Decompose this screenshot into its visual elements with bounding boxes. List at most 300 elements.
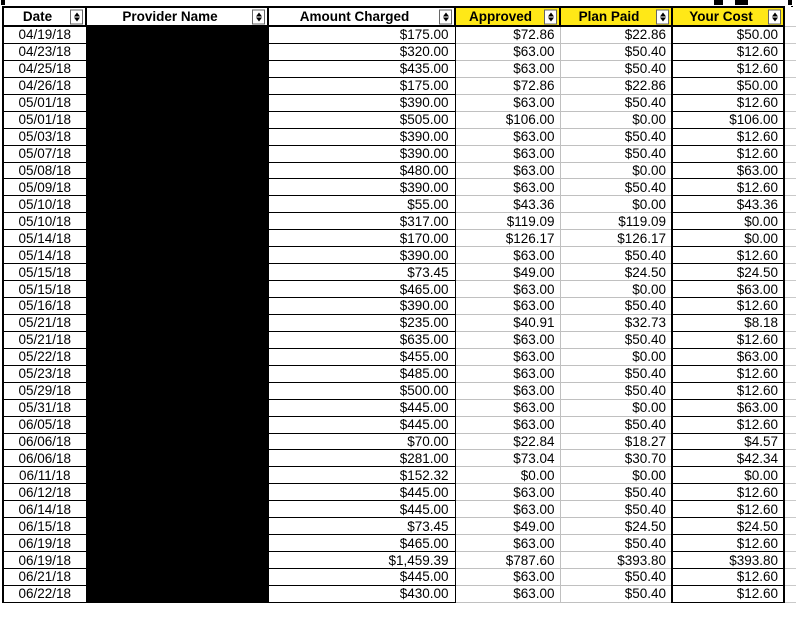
cell-approved[interactable]: $63.00 bbox=[455, 43, 560, 60]
cell-gutter bbox=[784, 585, 796, 602]
cell-plan-paid[interactable]: $50.40 bbox=[560, 331, 672, 348]
table-row bbox=[3, 43, 796, 60]
cell-your-cost[interactable]: $12.60 bbox=[672, 247, 784, 264]
sort-button[interactable] bbox=[70, 9, 83, 24]
cell-approved[interactable]: $72.86 bbox=[455, 77, 560, 94]
cell-date[interactable]: 05/15/18 bbox=[3, 264, 86, 281]
cell-provider-name-redacted[interactable] bbox=[86, 94, 268, 111]
cell-date[interactable]: 05/21/18 bbox=[3, 331, 86, 348]
cell-date[interactable]: 05/08/18 bbox=[3, 162, 86, 179]
cell-amount-charged[interactable]: $55.00 bbox=[268, 196, 455, 213]
cell-plan-paid[interactable]: $50.40 bbox=[560, 94, 672, 111]
sort-down-icon bbox=[772, 17, 778, 21]
cell-your-cost[interactable]: $12.60 bbox=[672, 60, 784, 77]
cell-date[interactable]: 05/14/18 bbox=[3, 247, 86, 264]
cell-provider-name-redacted[interactable] bbox=[86, 230, 268, 247]
table-row bbox=[3, 145, 796, 162]
claims-table bbox=[2, 6, 796, 603]
table-row bbox=[3, 77, 796, 94]
table-row bbox=[3, 196, 796, 213]
cell-approved[interactable]: $63.00 bbox=[455, 365, 560, 382]
cell-approved[interactable]: $119.09 bbox=[455, 213, 560, 230]
cell-approved[interactable]: $63.00 bbox=[455, 179, 560, 196]
cell-amount-charged[interactable]: $152.32 bbox=[268, 467, 455, 484]
cell-your-cost[interactable]: $106.00 bbox=[672, 111, 784, 128]
cell-provider-name-redacted[interactable] bbox=[86, 535, 268, 552]
table-row bbox=[3, 535, 796, 552]
column-header-label: Plan Paid bbox=[578, 9, 640, 24]
sort-down-icon bbox=[443, 17, 449, 21]
cell-provider-name-redacted[interactable] bbox=[86, 585, 268, 602]
cell-gutter bbox=[784, 518, 796, 535]
cell-approved[interactable]: $40.91 bbox=[455, 314, 560, 331]
cell-your-cost[interactable]: $50.00 bbox=[672, 77, 784, 94]
sort-up-icon bbox=[443, 12, 449, 16]
cell-your-cost[interactable]: $63.00 bbox=[672, 399, 784, 416]
cell-date[interactable]: 04/23/18 bbox=[3, 43, 86, 60]
table-row bbox=[3, 399, 796, 416]
table-row bbox=[3, 26, 796, 43]
cell-approved[interactable]: $49.00 bbox=[455, 264, 560, 281]
cell-gutter bbox=[784, 264, 796, 281]
cell-provider-name-redacted[interactable] bbox=[86, 179, 268, 196]
sort-up-icon bbox=[74, 12, 80, 16]
cell-plan-paid[interactable]: $50.40 bbox=[560, 382, 672, 399]
cell-plan-paid[interactable]: $50.40 bbox=[560, 535, 672, 552]
cell-plan-paid[interactable]: $24.50 bbox=[560, 264, 672, 281]
cell-amount-charged[interactable]: $635.00 bbox=[268, 331, 455, 348]
cell-amount-charged[interactable]: $170.00 bbox=[268, 230, 455, 247]
column-header-label: Approved bbox=[468, 9, 532, 24]
cell-plan-paid[interactable]: $32.73 bbox=[560, 314, 672, 331]
cell-plan-paid[interactable]: $50.40 bbox=[560, 585, 672, 602]
cell-date[interactable]: 05/15/18 bbox=[3, 281, 86, 298]
cell-provider-name-redacted[interactable] bbox=[86, 433, 268, 450]
cell-your-cost[interactable]: $24.50 bbox=[672, 264, 784, 281]
column-header-label: Provider Name bbox=[122, 9, 218, 24]
table-row bbox=[3, 247, 796, 264]
cell-approved[interactable]: $72.86 bbox=[455, 26, 560, 43]
cell-plan-paid[interactable]: $0.00 bbox=[560, 348, 672, 365]
cell-date[interactable]: 06/21/18 bbox=[3, 569, 86, 586]
cell-your-cost[interactable]: $43.36 bbox=[672, 196, 784, 213]
cell-your-cost[interactable]: $24.50 bbox=[672, 518, 784, 535]
cell-provider-name-redacted[interactable] bbox=[86, 281, 268, 298]
cell-amount-charged[interactable]: $175.00 bbox=[268, 26, 455, 43]
gridline-remnant bbox=[788, 0, 792, 5]
cell-provider-name-redacted[interactable] bbox=[86, 467, 268, 484]
cell-date[interactable]: 06/06/18 bbox=[3, 433, 86, 450]
cell-amount-charged[interactable]: $1,459.39 bbox=[268, 552, 455, 569]
table-row bbox=[3, 348, 796, 365]
cell-your-cost[interactable]: $63.00 bbox=[672, 281, 784, 298]
cell-approved[interactable]: $63.00 bbox=[455, 331, 560, 348]
cell-provider-name-redacted[interactable] bbox=[86, 416, 268, 433]
cell-provider-name-redacted[interactable] bbox=[86, 382, 268, 399]
cell-plan-paid[interactable]: $0.00 bbox=[560, 399, 672, 416]
gridline-remnant bbox=[735, 0, 748, 5]
table-row bbox=[3, 162, 796, 179]
cell-gutter bbox=[784, 196, 796, 213]
cell-your-cost[interactable]: $12.60 bbox=[672, 382, 784, 399]
table-row bbox=[3, 501, 796, 518]
cell-date[interactable]: 05/21/18 bbox=[3, 314, 86, 331]
cell-your-cost[interactable]: $0.00 bbox=[672, 467, 784, 484]
cell-approved[interactable]: $63.00 bbox=[455, 162, 560, 179]
cell-gutter bbox=[784, 94, 796, 111]
cell-approved[interactable]: $63.00 bbox=[455, 501, 560, 518]
column-header-label: Date bbox=[22, 9, 53, 24]
cell-plan-paid[interactable]: $50.40 bbox=[560, 569, 672, 586]
sort-button[interactable] bbox=[544, 9, 557, 24]
cell-gutter bbox=[784, 230, 796, 247]
cell-plan-paid[interactable]: $50.40 bbox=[560, 247, 672, 264]
table-row bbox=[3, 111, 796, 128]
cell-amount-charged[interactable]: $73.45 bbox=[268, 518, 455, 535]
cell-plan-paid[interactable]: $50.40 bbox=[560, 501, 672, 518]
table-row bbox=[3, 569, 796, 586]
table-row bbox=[3, 365, 796, 382]
sort-down-icon bbox=[74, 17, 80, 21]
sort-up-icon bbox=[660, 12, 666, 16]
cell-date[interactable]: 05/16/18 bbox=[3, 298, 86, 315]
cell-your-cost[interactable]: $12.60 bbox=[672, 145, 784, 162]
cell-approved[interactable]: $63.00 bbox=[455, 416, 560, 433]
cell-date[interactable]: 05/29/18 bbox=[3, 382, 86, 399]
column-header-label: Your Cost bbox=[689, 9, 753, 24]
clipped-row-above bbox=[0, 0, 796, 6]
column-header-your-cost[interactable] bbox=[672, 7, 784, 26]
cell-approved[interactable]: $73.04 bbox=[455, 450, 560, 467]
cell-date[interactable]: 06/06/18 bbox=[3, 450, 86, 467]
cell-plan-paid[interactable]: $50.40 bbox=[560, 298, 672, 315]
cell-approved[interactable]: $63.00 bbox=[455, 94, 560, 111]
cell-date[interactable]: 06/19/18 bbox=[3, 552, 86, 569]
cell-plan-paid[interactable]: $50.40 bbox=[560, 365, 672, 382]
cell-amount-charged[interactable]: $485.00 bbox=[268, 365, 455, 382]
cell-provider-name-redacted[interactable] bbox=[86, 111, 268, 128]
cell-approved[interactable]: $63.00 bbox=[455, 399, 560, 416]
table-row bbox=[3, 213, 796, 230]
sort-up-icon bbox=[772, 12, 778, 16]
cell-amount-charged[interactable]: $445.00 bbox=[268, 399, 455, 416]
cell-provider-name-redacted[interactable] bbox=[86, 552, 268, 569]
cell-your-cost[interactable]: $12.60 bbox=[672, 179, 784, 196]
cell-your-cost[interactable]: $63.00 bbox=[672, 348, 784, 365]
table-row bbox=[3, 585, 796, 602]
cell-your-cost[interactable]: $12.60 bbox=[672, 484, 784, 501]
cell-provider-name-redacted[interactable] bbox=[86, 518, 268, 535]
cell-your-cost[interactable]: $63.00 bbox=[672, 162, 784, 179]
cell-amount-charged[interactable]: $390.00 bbox=[268, 179, 455, 196]
cell-plan-paid[interactable]: $0.00 bbox=[560, 196, 672, 213]
cell-your-cost[interactable]: $50.00 bbox=[672, 26, 784, 43]
cell-provider-name-redacted[interactable] bbox=[86, 450, 268, 467]
cell-date[interactable]: 04/26/18 bbox=[3, 77, 86, 94]
cell-approved[interactable]: $63.00 bbox=[455, 145, 560, 162]
cell-plan-paid[interactable]: $22.86 bbox=[560, 77, 672, 94]
cell-plan-paid[interactable]: $0.00 bbox=[560, 162, 672, 179]
cell-amount-charged[interactable]: $480.00 bbox=[268, 162, 455, 179]
cell-provider-name-redacted[interactable] bbox=[86, 264, 268, 281]
cell-plan-paid[interactable]: $22.86 bbox=[560, 26, 672, 43]
table-row bbox=[3, 382, 796, 399]
table-row bbox=[3, 314, 796, 331]
cell-plan-paid[interactable]: $50.40 bbox=[560, 484, 672, 501]
cell-provider-name-redacted[interactable] bbox=[86, 43, 268, 60]
cell-date[interactable]: 06/14/18 bbox=[3, 501, 86, 518]
cell-approved[interactable]: $63.00 bbox=[455, 128, 560, 145]
cell-gutter bbox=[784, 247, 796, 264]
cell-amount-charged[interactable]: $445.00 bbox=[268, 569, 455, 586]
cell-your-cost[interactable]: $8.18 bbox=[672, 314, 784, 331]
cell-your-cost[interactable]: $0.00 bbox=[672, 230, 784, 247]
cell-gutter bbox=[784, 298, 796, 315]
cell-gutter bbox=[784, 552, 796, 569]
cell-your-cost[interactable]: $12.60 bbox=[672, 501, 784, 518]
cell-provider-name-redacted[interactable] bbox=[86, 399, 268, 416]
cell-provider-name-redacted[interactable] bbox=[86, 247, 268, 264]
cell-your-cost[interactable]: $4.57 bbox=[672, 433, 784, 450]
table-row bbox=[3, 467, 796, 484]
cell-amount-charged[interactable]: $281.00 bbox=[268, 450, 455, 467]
cell-provider-name-redacted[interactable] bbox=[86, 569, 268, 586]
cell-gutter bbox=[784, 467, 796, 484]
cell-provider-name-redacted[interactable] bbox=[86, 60, 268, 77]
cell-approved[interactable]: $63.00 bbox=[455, 382, 560, 399]
cell-provider-name-redacted[interactable] bbox=[86, 26, 268, 43]
cell-approved[interactable]: $126.17 bbox=[455, 230, 560, 247]
cell-amount-charged[interactable]: $445.00 bbox=[268, 501, 455, 518]
cell-plan-paid[interactable]: $24.50 bbox=[560, 518, 672, 535]
table-row bbox=[3, 450, 796, 467]
cell-date[interactable]: 05/23/18 bbox=[3, 365, 86, 382]
cell-your-cost[interactable]: $12.60 bbox=[672, 128, 784, 145]
cell-provider-name-redacted[interactable] bbox=[86, 348, 268, 365]
cell-gutter bbox=[784, 26, 796, 43]
sort-button[interactable] bbox=[252, 9, 265, 24]
cell-approved[interactable]: $49.00 bbox=[455, 518, 560, 535]
table-row bbox=[3, 518, 796, 535]
cell-approved[interactable]: $787.60 bbox=[455, 552, 560, 569]
cell-date[interactable]: 05/22/18 bbox=[3, 348, 86, 365]
cell-approved[interactable]: $22.84 bbox=[455, 433, 560, 450]
cell-date[interactable]: 05/01/18 bbox=[3, 111, 86, 128]
cell-amount-charged[interactable]: $320.00 bbox=[268, 43, 455, 60]
cell-plan-paid[interactable]: $0.00 bbox=[560, 111, 672, 128]
cell-provider-name-redacted[interactable] bbox=[86, 128, 268, 145]
cell-gutter bbox=[784, 399, 796, 416]
cell-amount-charged[interactable]: $235.00 bbox=[268, 314, 455, 331]
cell-provider-name-redacted[interactable] bbox=[86, 365, 268, 382]
cell-provider-name-redacted[interactable] bbox=[86, 162, 268, 179]
column-header-plan-paid[interactable] bbox=[560, 7, 672, 26]
cell-your-cost[interactable]: $12.60 bbox=[672, 43, 784, 60]
column-header-label: Amount Charged bbox=[299, 9, 410, 24]
cell-gutter bbox=[784, 43, 796, 60]
cell-amount-charged[interactable]: $505.00 bbox=[268, 111, 455, 128]
cell-date[interactable]: 05/07/18 bbox=[3, 145, 86, 162]
column-header-approved[interactable] bbox=[455, 7, 560, 26]
cell-your-cost[interactable]: $42.34 bbox=[672, 450, 784, 467]
cell-plan-paid[interactable]: $0.00 bbox=[560, 281, 672, 298]
sort-down-icon bbox=[660, 17, 666, 21]
gridline-remnant bbox=[714, 0, 723, 5]
cell-plan-paid[interactable]: $50.40 bbox=[560, 128, 672, 145]
cell-gutter bbox=[784, 501, 796, 518]
cell-gutter bbox=[784, 162, 796, 179]
cell-gutter bbox=[784, 331, 796, 348]
cell-approved[interactable]: $63.00 bbox=[455, 348, 560, 365]
cell-your-cost[interactable]: $12.60 bbox=[672, 535, 784, 552]
cell-gutter bbox=[784, 365, 796, 382]
cell-plan-paid[interactable]: $18.27 bbox=[560, 433, 672, 450]
cell-provider-name-redacted[interactable] bbox=[86, 298, 268, 315]
cell-approved[interactable]: $63.00 bbox=[455, 535, 560, 552]
cell-amount-charged[interactable]: $500.00 bbox=[268, 382, 455, 399]
cell-gutter bbox=[784, 348, 796, 365]
cell-gutter bbox=[784, 77, 796, 94]
cell-gutter bbox=[784, 179, 796, 196]
table-row bbox=[3, 298, 796, 315]
cell-amount-charged[interactable]: $465.00 bbox=[268, 281, 455, 298]
cell-amount-charged[interactable]: $390.00 bbox=[268, 128, 455, 145]
cell-plan-paid[interactable]: $50.40 bbox=[560, 179, 672, 196]
cell-date[interactable]: 06/05/18 bbox=[3, 416, 86, 433]
cell-approved[interactable]: $63.00 bbox=[455, 247, 560, 264]
cell-provider-name-redacted[interactable] bbox=[86, 145, 268, 162]
cell-approved[interactable]: $0.00 bbox=[455, 467, 560, 484]
cell-amount-charged[interactable]: $73.45 bbox=[268, 264, 455, 281]
cell-plan-paid[interactable]: $0.00 bbox=[560, 467, 672, 484]
cell-date[interactable]: 06/19/18 bbox=[3, 535, 86, 552]
cell-amount-charged[interactable]: $465.00 bbox=[268, 535, 455, 552]
cell-gutter bbox=[784, 128, 796, 145]
cell-plan-paid[interactable]: $50.40 bbox=[560, 416, 672, 433]
cell-provider-name-redacted[interactable] bbox=[86, 314, 268, 331]
sort-down-icon bbox=[548, 17, 554, 21]
cell-gutter bbox=[784, 484, 796, 501]
sort-up-icon bbox=[548, 12, 554, 16]
cell-gutter bbox=[784, 60, 796, 77]
table-row bbox=[3, 281, 796, 298]
table-row bbox=[3, 331, 796, 348]
cell-your-cost[interactable]: $12.60 bbox=[672, 365, 784, 382]
cell-your-cost[interactable]: $393.80 bbox=[672, 552, 784, 569]
cell-gutter bbox=[784, 569, 796, 586]
cell-date[interactable]: 05/09/18 bbox=[3, 179, 86, 196]
cell-plan-paid[interactable]: $126.17 bbox=[560, 230, 672, 247]
cell-amount-charged[interactable]: $430.00 bbox=[268, 585, 455, 602]
cell-gutter bbox=[784, 281, 796, 298]
sort-button[interactable] bbox=[768, 9, 781, 24]
cell-amount-charged[interactable]: $390.00 bbox=[268, 298, 455, 315]
cell-amount-charged[interactable]: $390.00 bbox=[268, 145, 455, 162]
table-row bbox=[3, 484, 796, 501]
cell-amount-charged[interactable]: $390.00 bbox=[268, 247, 455, 264]
cell-date[interactable]: 05/01/18 bbox=[3, 94, 86, 111]
table-row bbox=[3, 179, 796, 196]
cell-plan-paid[interactable]: $50.40 bbox=[560, 145, 672, 162]
cell-amount-charged[interactable]: $445.00 bbox=[268, 416, 455, 433]
cell-provider-name-redacted[interactable] bbox=[86, 213, 268, 230]
cell-date[interactable]: 05/14/18 bbox=[3, 230, 86, 247]
cell-gutter bbox=[784, 450, 796, 467]
cell-approved[interactable]: $63.00 bbox=[455, 60, 560, 77]
cell-date[interactable]: 04/19/18 bbox=[3, 26, 86, 43]
cell-approved[interactable]: $63.00 bbox=[455, 281, 560, 298]
cell-plan-paid[interactable]: $50.40 bbox=[560, 60, 672, 77]
cell-provider-name-redacted[interactable] bbox=[86, 331, 268, 348]
cell-gutter bbox=[784, 382, 796, 399]
sort-down-icon bbox=[256, 17, 262, 21]
cell-date[interactable]: 06/22/18 bbox=[3, 585, 86, 602]
cell-gutter bbox=[784, 111, 796, 128]
cell-gutter bbox=[784, 145, 796, 162]
cell-provider-name-redacted[interactable] bbox=[86, 501, 268, 518]
cell-amount-charged[interactable]: $317.00 bbox=[268, 213, 455, 230]
cell-plan-paid[interactable]: $30.70 bbox=[560, 450, 672, 467]
column-header-date[interactable] bbox=[3, 7, 86, 26]
cell-your-cost[interactable]: $0.00 bbox=[672, 213, 784, 230]
cell-amount-charged[interactable]: $455.00 bbox=[268, 348, 455, 365]
column-header-provider-name[interactable] bbox=[86, 7, 268, 26]
sort-button[interactable] bbox=[439, 9, 452, 24]
cell-date[interactable]: 06/11/18 bbox=[3, 467, 86, 484]
cell-gutter bbox=[784, 535, 796, 552]
table-row bbox=[3, 60, 796, 77]
cell-amount-charged[interactable]: $445.00 bbox=[268, 484, 455, 501]
cell-your-cost[interactable]: $12.60 bbox=[672, 569, 784, 586]
cell-amount-charged[interactable]: $435.00 bbox=[268, 60, 455, 77]
cell-approved[interactable]: $63.00 bbox=[455, 298, 560, 315]
cell-approved[interactable]: $63.00 bbox=[455, 484, 560, 501]
cell-your-cost[interactable]: $12.60 bbox=[672, 416, 784, 433]
table-row bbox=[3, 416, 796, 433]
table-row bbox=[3, 128, 796, 145]
cell-plan-paid[interactable]: $119.09 bbox=[560, 213, 672, 230]
column-header-amount-charged[interactable] bbox=[268, 7, 455, 26]
cell-provider-name-redacted[interactable] bbox=[86, 77, 268, 94]
cell-provider-name-redacted[interactable] bbox=[86, 196, 268, 213]
cell-approved[interactable]: $43.36 bbox=[455, 196, 560, 213]
cell-provider-name-redacted[interactable] bbox=[86, 484, 268, 501]
cell-approved[interactable]: $63.00 bbox=[455, 569, 560, 586]
cell-your-cost[interactable]: $12.60 bbox=[672, 94, 784, 111]
cell-date[interactable]: 06/12/18 bbox=[3, 484, 86, 501]
cell-your-cost[interactable]: $12.60 bbox=[672, 298, 784, 315]
cell-approved[interactable]: $106.00 bbox=[455, 111, 560, 128]
cell-date[interactable]: 06/15/18 bbox=[3, 518, 86, 535]
cell-your-cost[interactable]: $12.60 bbox=[672, 585, 784, 602]
cell-approved[interactable]: $63.00 bbox=[455, 585, 560, 602]
header-gutter bbox=[784, 7, 796, 26]
cell-date[interactable]: 05/10/18 bbox=[3, 213, 86, 230]
cell-date[interactable]: 04/25/18 bbox=[3, 60, 86, 77]
cell-date[interactable]: 05/31/18 bbox=[3, 399, 86, 416]
gridline-remnant bbox=[1, 0, 5, 5]
cell-date[interactable]: 05/03/18 bbox=[3, 128, 86, 145]
cell-gutter bbox=[784, 213, 796, 230]
cell-plan-paid[interactable]: $50.40 bbox=[560, 43, 672, 60]
cell-your-cost[interactable]: $12.60 bbox=[672, 331, 784, 348]
cell-plan-paid[interactable]: $393.80 bbox=[560, 552, 672, 569]
sort-button[interactable] bbox=[656, 9, 669, 24]
cell-amount-charged[interactable]: $175.00 bbox=[268, 77, 455, 94]
cell-amount-charged[interactable]: $390.00 bbox=[268, 94, 455, 111]
cell-date[interactable]: 05/10/18 bbox=[3, 196, 86, 213]
cell-amount-charged[interactable]: $70.00 bbox=[268, 433, 455, 450]
